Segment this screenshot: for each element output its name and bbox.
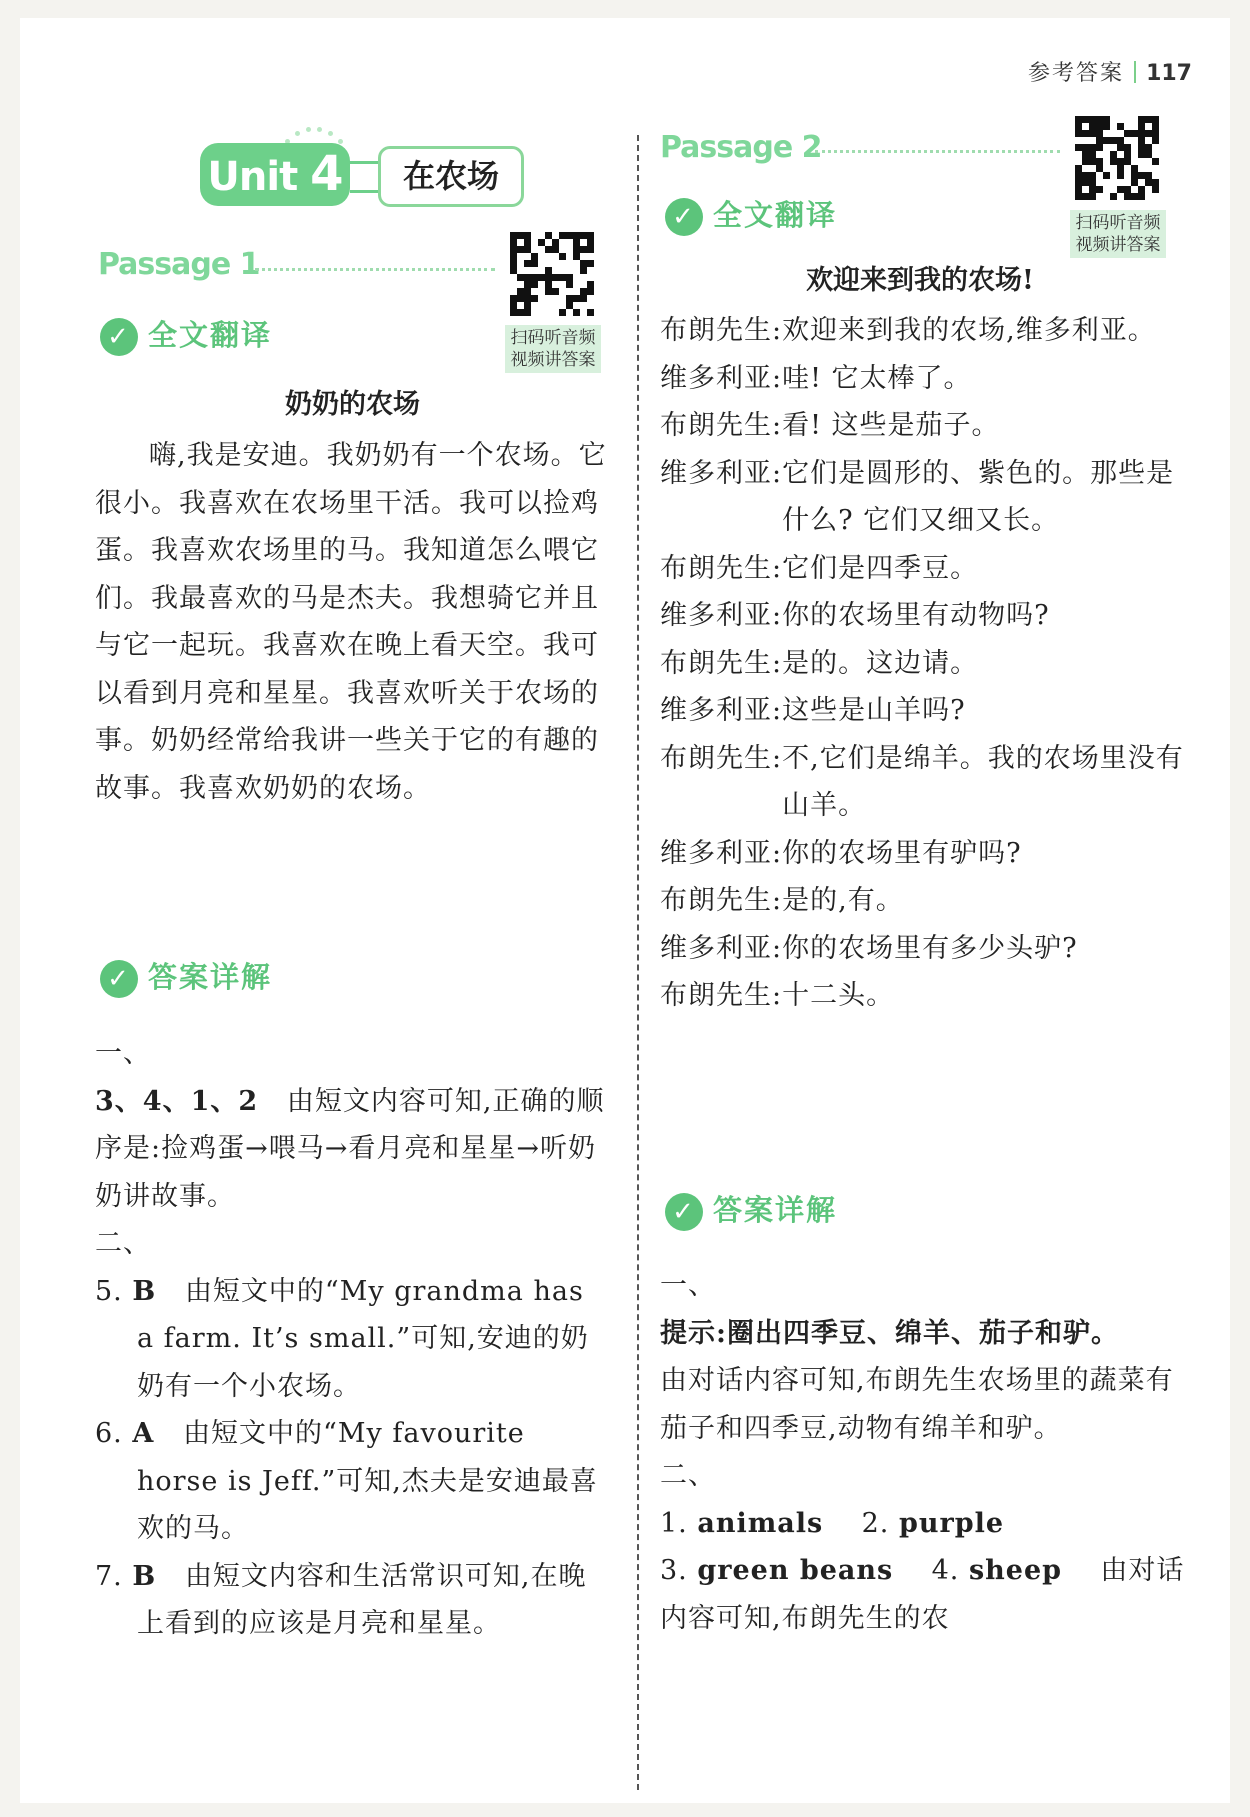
part-2-label: 二、 [660, 1460, 716, 1491]
answer-item: 6. A 由短文中的“My favourite horse is Jeff.”可知,杰夫是安迪最喜欢的马。 [95, 1418, 598, 1544]
part-1-explanation: 由短文内容可知,正确的顺序是:捡鸡蛋→喂马→看月亮和星星→听奶奶讲故事。 [95, 1085, 605, 1212]
dialog-text: 是的。这边请。 [782, 647, 979, 679]
dialog-text: 欢迎来到我的农场,维多利亚。 [782, 315, 1156, 346]
passage-1-answers [95, 1030, 610, 1648]
dialog-title: 欢迎来到我的农场! [806, 265, 1034, 296]
part-1-answer-block [95, 1078, 610, 1221]
passage-2-label: Passage 2 [660, 130, 822, 165]
dialog-text: 看! 这些是茄子。 [782, 410, 1000, 441]
decorative-dots [285, 125, 345, 145]
qr-code-2[interactable] [1075, 116, 1159, 200]
part-1-explanation: 由对话内容可知,布朗先生农场里的蔬菜有茄子和四季豆,动物有绵羊和驴。 [660, 1365, 1174, 1444]
dialog-line [660, 687, 1185, 735]
dialog-speaker: 维多利亚: [660, 695, 783, 726]
answer-row: 1. animals 2. purple [660, 1507, 1005, 1539]
dialog-line [660, 925, 1185, 973]
qr-caption-2: 扫码听音频 视频讲答案 [1070, 210, 1166, 258]
passage-1-translation-heading: ✓ 全文翻译 [100, 313, 272, 356]
dialog-speaker: 布朗先生: [660, 885, 783, 916]
answer-item: 7. B 由短文内容和生活常识可知,在晚上看到的应该是月亮和星星。 [95, 1560, 587, 1639]
check-icon: ✓ [665, 198, 703, 236]
part-1-label: 一、 [95, 1038, 151, 1069]
dialog-text: 它们是四季豆。 [782, 552, 979, 584]
dialog-text: 哇! 它太棒了。 [782, 362, 972, 394]
dialog-speaker: 布朗先生: [660, 980, 783, 1011]
column-divider [637, 135, 639, 1790]
dialog-line [660, 355, 1185, 403]
passage-1-answers-heading: ✓ 答案详解 [100, 955, 272, 998]
dialog-speaker: 布朗先生: [660, 552, 783, 584]
dialog-speaker: 维多利亚: [660, 600, 783, 631]
dialog [660, 307, 1185, 1020]
part-1-answer: 3、4、1、2 [95, 1085, 259, 1117]
dialog-speaker: 布朗先生: [660, 410, 783, 441]
dialog-line [660, 735, 1185, 830]
passage-2-answers-heading: ✓ 答案详解 [665, 1188, 837, 1231]
dialog-speaker: 维多利亚: [660, 932, 783, 964]
passage-1-label: Passage 1 [98, 247, 260, 282]
dialog-line [660, 877, 1185, 925]
dialog-line [660, 402, 1185, 450]
story-text: 嗨,我是安迪。我奶奶有一个农场。它很小。我喜欢在农场里干活。我可以捡鸡蛋。我喜欢农场里的马。我知道怎么喂它们。我最喜欢的马是杰夫。我想骑它并且与它一起玩。我喜欢在晚上看天空。我可以看到月亮和星星。我喜欢听关于农场的事。奶奶经常给我讲一些关于它的有趣的故事。我喜欢奶奶的农场。 [95, 440, 607, 804]
check-icon: ✓ [100, 960, 138, 998]
header-separator [1134, 61, 1136, 83]
page-header [1028, 56, 1192, 87]
passage-2-dots [815, 150, 1060, 153]
unit-label: Unit 4 [200, 143, 350, 206]
dialog-line [660, 545, 1185, 593]
dialog-speaker: 维多利亚: [660, 457, 783, 489]
part-1-hint: 提示:圈出四季豆、绵羊、茄子和驴。 [660, 1317, 1119, 1349]
dialog-text: 是的,有。 [782, 885, 904, 916]
dialog-text: 你的农场里有多少头驴? [782, 932, 1078, 964]
qr-caption-1: 扫码听音频 视频讲答案 [505, 325, 601, 373]
qr-code-1[interactable] [510, 232, 594, 316]
dialog-speaker: 维多利亚: [660, 837, 783, 869]
passage-1-dots [255, 268, 495, 271]
dialog-line [660, 592, 1185, 640]
check-icon: ✓ [100, 318, 138, 356]
unit-connector [350, 161, 380, 193]
dialog-text: 你的农场里有驴吗? [782, 837, 1022, 869]
dialog-speaker: 布朗先生: [660, 742, 783, 774]
dialog-speaker: 布朗先生: [660, 315, 783, 346]
dialog-line [660, 830, 1185, 878]
dialog-line [660, 450, 1185, 545]
unit-title: 在农场 [378, 146, 524, 207]
dialog-line [660, 972, 1185, 1020]
answer-item: 5. B 由短文中的“My grandma has a farm. It’s small.”可知,安迪的奶奶有一个小农场。 [95, 1275, 589, 1402]
header-label: 参考答案 [1028, 61, 1125, 86]
part-1-label: 一、 [660, 1270, 716, 1301]
part-2-label: 二、 [95, 1228, 151, 1259]
check-icon: ✓ [665, 1193, 703, 1231]
dialog-text: 这些是山羊吗? [782, 695, 966, 726]
passage-2-translation-heading: ✓ 全文翻译 [665, 193, 837, 236]
dialog-line [660, 640, 1185, 688]
answer-row: 3. green beans 4. sheep 由对话内容可知,布朗先生的农 [660, 1555, 1185, 1634]
unit-number: 4 [310, 146, 343, 202]
dialog-speaker: 布朗先生: [660, 647, 783, 679]
dialog-text: 它们是圆形的、紫色的。那些是什么? 它们又细又长。 [782, 457, 1175, 536]
story-title: 奶奶的农场 [285, 389, 420, 420]
dialog-text: 你的农场里有动物吗? [782, 600, 1050, 631]
passage-2-answers [660, 1262, 1185, 1642]
page-number: 117 [1146, 61, 1192, 86]
dialog-line [660, 307, 1185, 355]
dialog-text: 不,它们是绵羊。我的农场里没有山羊。 [782, 742, 1184, 821]
dialog-speaker: 维多利亚: [660, 362, 783, 394]
dialog-text: 十二头。 [782, 980, 895, 1011]
